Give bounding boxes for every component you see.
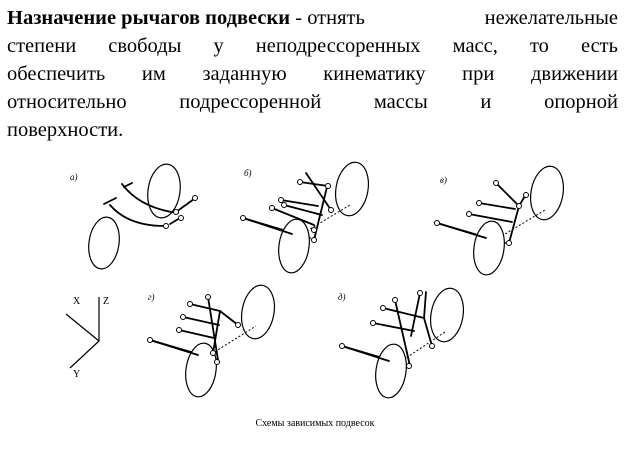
axis-y: [70, 341, 99, 368]
lever: [124, 183, 132, 187]
joint: [418, 291, 423, 296]
paragraph-heading: Назначение рычагов подвески: [7, 7, 291, 29]
paragraph-word: и: [480, 91, 492, 113]
suspension-schemes-figure: [0, 160, 630, 450]
diagram-g: [148, 283, 279, 399]
diagram-label-a: а): [70, 172, 78, 182]
lever: [183, 317, 219, 325]
wheel-near: [86, 215, 123, 271]
suspension-diagrams: [0, 160, 630, 420]
diagram-label-b: б): [244, 168, 252, 178]
joint: [164, 224, 169, 229]
joint: [206, 295, 211, 300]
joint: [407, 364, 412, 369]
lever: [424, 292, 426, 318]
paragraph-word: заданную: [202, 63, 287, 85]
paragraph-line-3: [7, 60, 618, 88]
paragraph-word: при: [462, 63, 495, 85]
joint: [279, 198, 284, 203]
wheel-near: [372, 342, 409, 400]
joint: [435, 221, 440, 226]
joint: [215, 360, 220, 365]
joint: [312, 238, 317, 243]
paragraph-word: степени: [7, 35, 77, 57]
joint: [211, 351, 216, 356]
axle-beam-hidden: [400, 332, 445, 362]
diagram-a: [70, 162, 198, 271]
paragraph-word: кинематику: [323, 63, 426, 85]
joint: [340, 344, 345, 349]
paragraph-word: масс,: [452, 35, 498, 57]
paragraph-word: движении: [530, 63, 618, 85]
lever: [383, 308, 424, 318]
lever: [179, 330, 214, 338]
joint: [326, 184, 331, 189]
axis-x: [66, 314, 99, 341]
axle-beam: [243, 218, 292, 234]
paragraph-line-2: [7, 32, 618, 60]
paragraph-word: есть: [580, 35, 618, 57]
paragraph-line-5: [7, 116, 618, 144]
lever: [104, 198, 116, 204]
joint: [507, 241, 512, 246]
paragraph-word: поверхности.: [7, 119, 124, 141]
paragraph-word: обеспечить: [7, 63, 106, 85]
wheel-far: [238, 283, 279, 342]
joint: [148, 338, 153, 343]
lever: [479, 203, 515, 209]
paragraph-line-4: [7, 88, 618, 116]
joint: [193, 196, 198, 201]
joint: [467, 212, 472, 217]
paragraph-word: массы: [373, 91, 428, 113]
joint: [430, 344, 435, 349]
diagram-label-v: в): [440, 175, 447, 185]
lever: [496, 183, 519, 206]
lever: [373, 323, 414, 331]
diagram-d: [338, 286, 467, 400]
joint: [179, 216, 184, 221]
joint: [371, 321, 376, 326]
joint: [236, 323, 241, 328]
joint: [393, 298, 398, 303]
joint: [494, 181, 499, 186]
figure-caption: Схемы зависимых подвесок: [255, 418, 375, 429]
joint: [312, 228, 317, 233]
coordinate-axes: [66, 296, 109, 380]
joint: [181, 315, 186, 320]
axis-label-z: Z: [103, 296, 110, 307]
joint: [298, 180, 303, 185]
joint: [174, 210, 179, 215]
lever: [190, 304, 220, 311]
joint: [381, 306, 386, 311]
diagram-b: [241, 160, 373, 275]
diagram-label-g: г): [148, 292, 155, 302]
joint: [177, 328, 182, 333]
wheel-far: [332, 160, 373, 218]
paragraph-word: подрессоренной: [179, 91, 322, 113]
joint: [188, 302, 193, 307]
wheel-near: [275, 217, 312, 275]
paragraph-word: им: [141, 63, 166, 85]
joint: [524, 193, 529, 198]
paragraph-word: опорной: [544, 91, 618, 113]
lever: [509, 206, 519, 243]
wheel-near: [470, 219, 507, 277]
paragraph-line-1: [7, 4, 618, 32]
joint: [329, 208, 334, 213]
axis-label-y: Y: [73, 369, 81, 380]
paragraph-word: то: [529, 35, 549, 57]
wheel-far: [427, 286, 468, 345]
wheel-far: [527, 164, 568, 223]
diagram-label-d: д): [338, 292, 346, 302]
paragraph-word: у: [213, 35, 224, 57]
paragraph-word: - отнять: [290, 7, 365, 29]
diagram-v: [435, 164, 568, 277]
paragraph-word: неподрессоренных: [255, 35, 421, 57]
lever: [220, 311, 238, 325]
joint: [517, 204, 522, 209]
axle-beam: [150, 340, 198, 355]
axis-label-x: X: [73, 296, 81, 307]
paragraph-word: нежелательные: [484, 7, 618, 29]
paragraph-word: относительно: [7, 91, 127, 113]
joint: [241, 216, 246, 221]
joint: [282, 203, 287, 208]
description-paragraph: [7, 4, 618, 144]
paragraph-word: свободы: [108, 35, 182, 57]
joint: [477, 201, 482, 206]
joint: [270, 206, 275, 211]
